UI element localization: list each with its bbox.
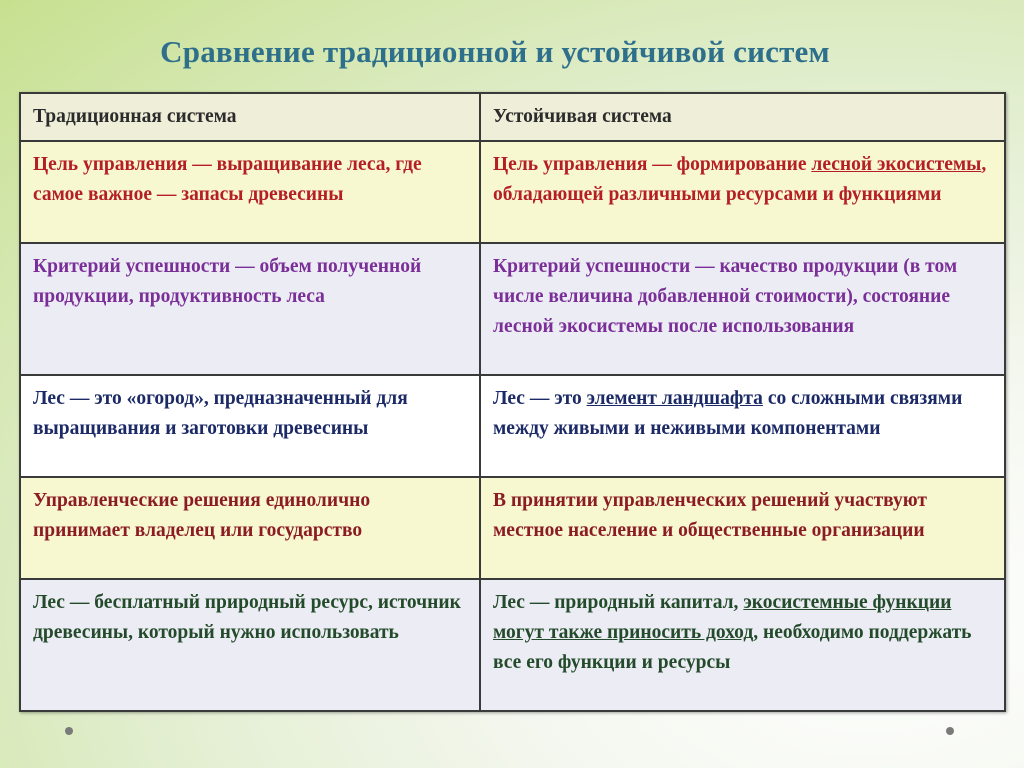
slide-title: Сравнение традиционной и устойчивой систем [160,34,830,69]
table-row [20,243,1005,375]
decorative-dot-right [946,727,954,735]
cell-forest-view-traditional: Лес — это «огород», предназначенный для выращивания и заготовки древесины [20,375,480,477]
table-row [20,579,1005,711]
cell-criterion-sustainable: Критерий успешности — качество продукции (в том числе величина добавленной стоимости), состояние лесной экосистемы после использования [480,243,1005,375]
cell-decisions-traditional: Управленческие решения единолично принимает владелец или государство [20,477,480,579]
table-row [20,141,1005,243]
link-ecosystem-functions[interactable]: экосистемные функции могут также приносить доход [493,592,952,643]
cell-decisions-sustainable: В принятии управленческих решений участвуют местное население и общественные организации [480,477,1005,579]
link-landscape-element[interactable]: элемент ландшафта [586,388,763,409]
cell-text: со сложными связями между живыми и неживыми компонентами [493,388,963,439]
table-row [20,375,1005,477]
cell-goal-traditional: Цель управления — выращивание леса, где самое важное — запасы древесины [20,141,480,243]
cell-text: , необходимо поддержать все его функции и ресурсы [493,622,972,673]
header-traditional: Традиционная система [20,93,480,141]
link-forest-ecosystem[interactable]: лесной экосистемы [811,154,982,175]
comparison-table [19,92,1006,712]
cell-resource-sustainable [480,579,1005,711]
cell-criterion-traditional: Критерий успешности — объем полученной продукции, продуктивность леса [20,243,480,375]
cell-goal-sustainable [480,141,1005,243]
cell-forest-view-sustainable [480,375,1005,477]
cell-resource-traditional: Лес — бесплатный природный ресурс, источник древесины, который нужно использовать [20,579,480,711]
cell-text: Лес — это [493,388,587,409]
header-sustainable: Устойчивая система [480,93,1005,141]
cell-text: Цель управления — формирование [493,154,812,175]
table-header-row [20,93,1005,141]
cell-text: , обладающей различными ресурсами и функциями [493,154,987,205]
decorative-dot-left [65,727,73,735]
cell-text: Лес — природный капитал, [493,592,744,613]
table-row [20,477,1005,579]
